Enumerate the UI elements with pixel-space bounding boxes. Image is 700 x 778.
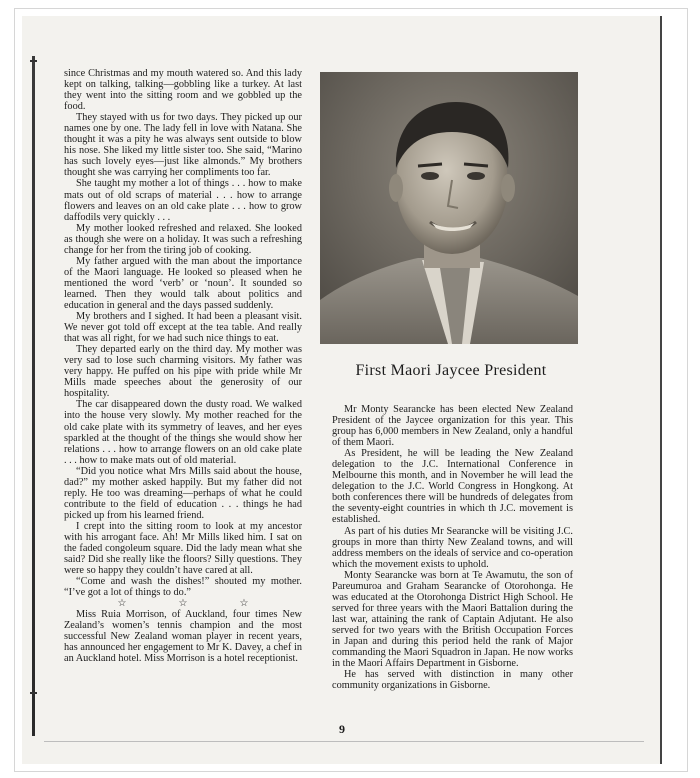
page-number: 9	[339, 722, 345, 736]
star-icon: ☆	[239, 598, 249, 610]
article-paragraph: Monty Searancke was born at Te Awamutu, the son of Pareumuroa and Graham Searancke of Otorohonga. He was educated at the Otorohonga District High School. He served for three years with the Maori Battalion during the last war, attaining the rank of Captain Adjutant. He also served for two years with the British Occupation Forces in Japan and during this period held the rank of Major commanding the Maori Squadron in Japan. He now works in the Maori Affairs Department in Gisborne.	[332, 569, 573, 670]
story-paragraph: The car disappeared down the dusty road. We walked into the house very slowly. My mother reached for the old cake plate with its symmetry of leaves, and her eyes sparkled at the thought of the things she would show her relations . . . how to arrange flowers on an old cake plate . . . how to make mats out of old material.	[64, 399, 302, 466]
footer-rule	[44, 741, 644, 742]
article-paragraph: As part of his duties Mr Searancke will be visiting J.C. groups in more than thirty New Zealand towns, and will address members on the ideals of service and co-operation which the movement exists to uphold.	[332, 525, 573, 570]
binding-spine	[32, 56, 35, 736]
portrait-illustration	[320, 72, 578, 344]
article-paragraph: Mr Monty Searancke has been elected New Zealand President of the Jaycee organization for this year. This group has 6,000 members in New Zealand, only a handful of them Maori.	[332, 404, 573, 449]
article-paragraph: He has served with distinction in many other community organizations in Gisborne.	[332, 669, 573, 692]
story-paragraph: “Come and wash the dishes!” shouted my mother. “I’ve got a lot of things to do.”	[64, 576, 302, 599]
star-icon: ☆	[178, 598, 188, 610]
portrait-photo	[320, 72, 578, 344]
story-paragraph: since Christmas and my mouth watered so. And this lady kept on talking, talking—gobbling like a turkey. At last they went into the sitting room and we gobbled up the food.	[64, 68, 302, 113]
spine-notch	[30, 60, 37, 62]
right-column	[332, 404, 573, 691]
engagement-notice: Miss Ruia Morrison, of Auckland, four times New Zealand’s women’s tennis champion and the most successful New Zealand woman player in recent years, has announced her engagement to Mr K. Davey, a chef in an Auckland hotel. Miss Morrison is a hotel receptionist.	[64, 609, 302, 665]
story-paragraph: My mother looked refreshed and relaxed. She looked as though she were on a holiday. It was such a refreshing change for her from the tiring job of cooking.	[64, 222, 302, 256]
story-paragraph: She taught my mother a lot of things . . . how to make mats out of old scraps of material . . . how to arrange flowers and leaves on an old cake plate . . . how to grow daffodils very quickly . . .	[64, 178, 302, 223]
magazine-page	[22, 16, 662, 764]
story-paragraph: They departed early on the third day. My mother was very sad to lose such charming visitors. My father was very happy. He puffed on his pipe with pride while Mr Mills made speeches about the generosity of our hospitality.	[64, 344, 302, 400]
star-separator	[64, 598, 302, 609]
article-headline: First Maori Jaycee President	[355, 362, 547, 379]
article-paragraph: As President, he will be leading the New Zealand delegation to the J.C. International Conference in Melbourne this month, and in November he will lead the delegation to the J.C. World Congress in Hongkong. At both conferences there will be hundreds of delegates from the seventy-eight countries in which th J.C. movement is established.	[332, 448, 573, 526]
story-paragraph: They stayed with us for two days. They picked up our names one by one. The lady fell in love with Natana. She thought it was a pity he was always sent outside to blow his nose. She liked my little sister too. She said, “Marino has such lovely eyes—just like almonds.” My brothers thought she was carrying her compliments too far.	[64, 112, 302, 179]
left-column	[64, 68, 302, 664]
story-paragraph: “Did you notice what Mrs Mills said about the house, dad?” my mother asked happily. But my father did not reply. He too was dreaming—perhaps of what he could contribute to the field of education . . . things he had picked up from his learned friend.	[64, 465, 302, 521]
page-edge	[660, 16, 662, 764]
story-paragraph: I crept into the sitting room to look at my ancestor with his arrogant face. Ah! Mr Mills liked him. I sat on the faded congoleum square. Did the lady mean what she said? Did she really like the floors? Silly questions. They were so happy they couldn’t have cared at all.	[64, 520, 302, 577]
spine-notch	[30, 692, 37, 694]
story-paragraph: My brothers and I sighed. It had been a pleasant visit. We never got told off except at the tea table. And really that was all right, for we had such nice things to eat.	[64, 311, 302, 345]
story-paragraph: My father argued with the man about the importance of the Maori language. He looked so pleased when he mentioned the word ‘verb’ or ‘noun’. It sounded so learned. Then they would talk about politics and education in general and the days passed suddenly.	[64, 255, 302, 311]
star-icon: ☆	[117, 598, 127, 610]
